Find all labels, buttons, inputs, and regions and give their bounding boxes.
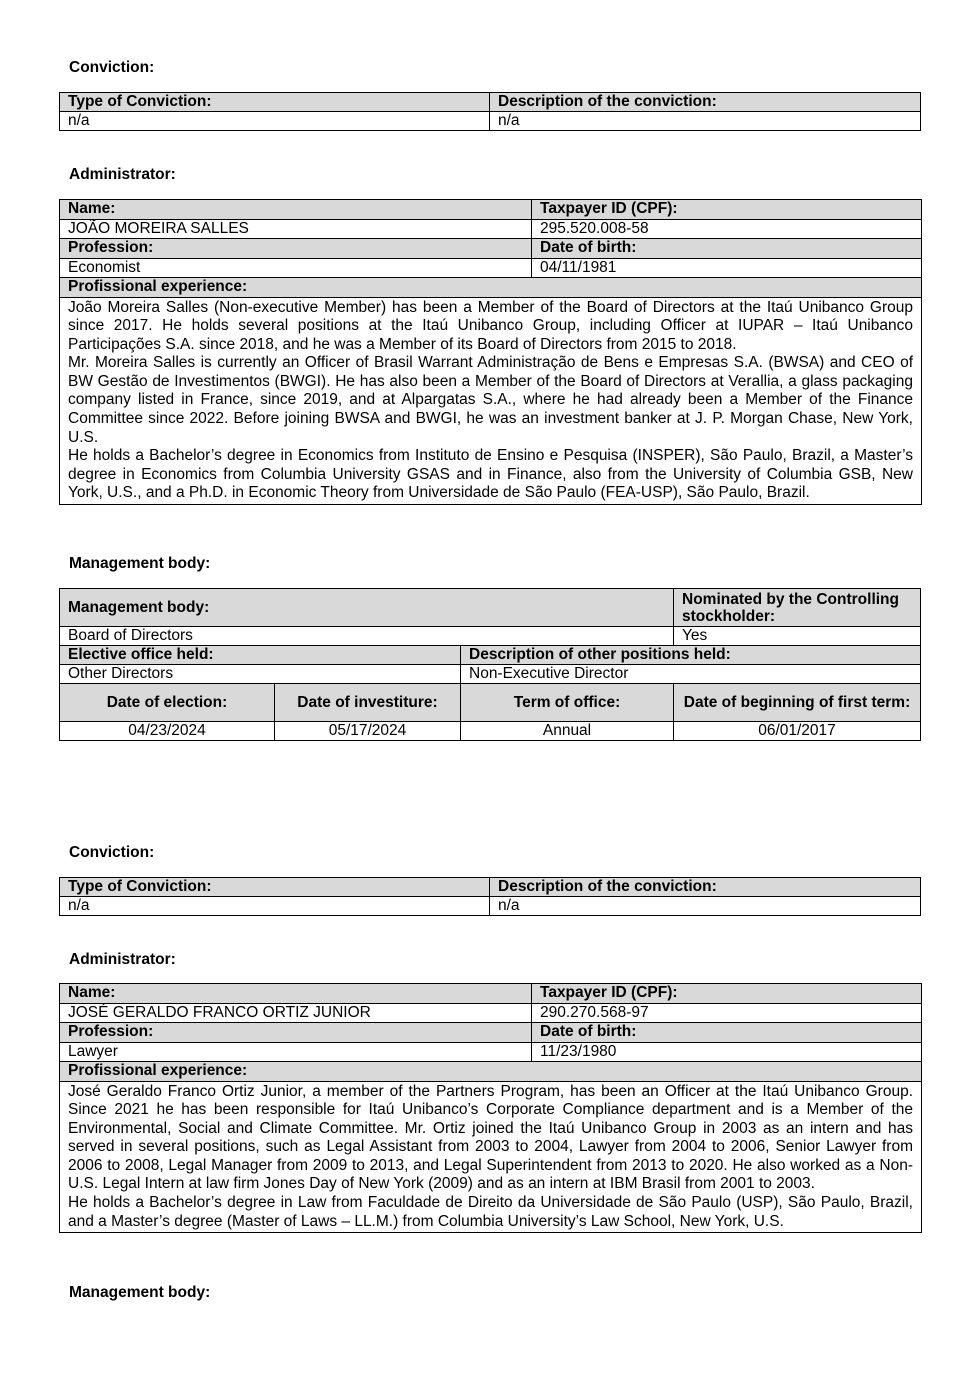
conviction-heading: Conviction: <box>69 844 155 861</box>
term-of-office-value: Annual <box>461 722 674 741</box>
profession-label: Profession: <box>60 1023 532 1043</box>
conviction-table <box>59 92 921 131</box>
administrator-heading: Administrator: <box>69 951 176 968</box>
date-of-birth-label: Date of birth: <box>532 239 922 259</box>
experience-paragraph: José Geraldo Franco Ortiz Junior, a member of the Partners Program, has been an Officer at the Itaú Unibanco Group. Since 2021 he has been responsible for Itaú Unibanco’s Corporate Compliance department and is a Member of the Environmental, Social and Climate Committee. Mr. Ortiz joined the Itaú Unibanco Group in 2003 as an intern and has served in several positions, such as Legal Assistant from 2003 to 2004, Lawyer from 2004 to 2006, Senior Lawyer from 2006 to 2008, Legal Manager from 2009 to 2013, and Legal Superintendent from 2013 to 2020. He also worked as a Non-U.S. Legal Intern at law firm Jones Day of New York (2009) and as an intern at IBM Brasil from 2001 to 2003. <box>68 1082 913 1193</box>
taxpayer-id-value: 295.520.008-58 <box>532 219 922 239</box>
experience-paragraph: Mr. Moreira Salles is currently an Officer of Brasil Warrant Administração de Bens e Empresas S.A. (BWSA) and CEO of BW Gestão de Investimentos (BWGI). He has also been a Member of the Board of Directors at Verallia, a glass packaging company listed in France, since 2019, and at Alpargatas S.A., where he had already been a Member of the Finance Committee since 2022. Before joining BWSA and BWGI, he was an investment banker at J. P. Morgan Chase, New York, U.S. <box>68 354 913 446</box>
administrator-table <box>59 199 922 505</box>
conviction-heading: Conviction: <box>69 59 155 76</box>
first-term-date-label: Date of beginning of first term: <box>674 684 921 722</box>
management-body-heading: Management body: <box>69 1284 211 1301</box>
elective-office-value: Other Directors <box>60 665 461 684</box>
experience-label: Profissional experience: <box>60 278 922 298</box>
experience-label: Profissional experience: <box>60 1062 922 1082</box>
date-of-birth-value: 11/23/1980 <box>532 1042 922 1062</box>
type-of-conviction-label: Type of Conviction: <box>60 93 490 112</box>
conviction-description-value: n/a <box>490 112 921 131</box>
date-of-investiture-label: Date of investiture: <box>275 684 461 722</box>
term-of-office-label: Term of office: <box>461 684 674 722</box>
experience-text <box>60 297 922 505</box>
date-of-birth-label: Date of birth: <box>532 1023 922 1043</box>
management-body-label: Management body: <box>60 589 674 627</box>
nominated-value: Yes <box>674 627 921 646</box>
nominated-label: Nominated by the Controlling stockholder: <box>674 589 921 627</box>
administrator-name: JOÃO MOREIRA SALLES <box>60 219 532 239</box>
profession-value: Economist <box>60 258 532 278</box>
other-positions-label: Description of other positions held: <box>461 646 921 665</box>
taxpayer-id-value: 290.270.568-97 <box>532 1003 922 1023</box>
management-body-heading: Management body: <box>69 555 211 572</box>
administrator-name: JOSÉ GERALDO FRANCO ORTIZ JUNIOR <box>60 1003 532 1023</box>
management-body-table <box>59 588 921 741</box>
date-of-birth-value: 04/11/1981 <box>532 258 922 278</box>
experience-text <box>60 1081 922 1233</box>
administrator-heading: Administrator: <box>69 166 176 183</box>
first-term-date-value: 06/01/2017 <box>674 722 921 741</box>
taxpayer-id-label: Taxpayer ID (CPF): <box>532 984 922 1004</box>
conviction-description-value: n/a <box>490 897 921 916</box>
profession-label: Profession: <box>60 239 532 259</box>
elective-office-label: Elective office held: <box>60 646 461 665</box>
taxpayer-id-label: Taxpayer ID (CPF): <box>532 200 922 220</box>
conviction-table <box>59 877 921 916</box>
date-of-investiture-value: 05/17/2024 <box>275 722 461 741</box>
other-positions-value: Non-Executive Director <box>461 665 921 684</box>
name-label: Name: <box>60 984 532 1004</box>
type-of-conviction-label: Type of Conviction: <box>60 878 490 897</box>
type-of-conviction-value: n/a <box>60 112 490 131</box>
profession-value: Lawyer <box>60 1042 532 1062</box>
management-body-value: Board of Directors <box>60 627 674 646</box>
date-of-election-label: Date of election: <box>60 684 275 722</box>
name-label: Name: <box>60 200 532 220</box>
conviction-description-label: Description of the conviction: <box>490 93 921 112</box>
type-of-conviction-value: n/a <box>60 897 490 916</box>
experience-paragraph: João Moreira Salles (Non-executive Member) has been a Member of the Board of Directors at the Itaú Unibanco Group since 2017. He holds several positions at the Itaú Unibanco Group, including Officer at IUPAR – Itaú Unibanco Participações S.A. since 2018, and he was a Member of its Board of Directors from 2015 to 2018. <box>68 298 913 353</box>
administrator-table <box>59 983 922 1233</box>
experience-paragraph: He holds a Bachelor’s degree in Economics from Instituto de Ensino e Pesquisa (INSPER), São Paulo, Brazil, a Master’s degree in Economics from Columbia University GSAS and in Finance, also from the University of Columbia GSB, New York, U.S., and a Ph.D. in Economic Theory from Universidade de São Paulo (FEA-USP), São Paulo, Brazil. <box>68 447 913 502</box>
date-of-election-value: 04/23/2024 <box>60 722 275 741</box>
conviction-description-label: Description of the conviction: <box>490 878 921 897</box>
experience-paragraph: He holds a Bachelor’s degree in Law from Faculdade de Direito da Universidade de São Paulo (USP), São Paulo, Brazil, and a Master’s degree (Master of Laws – LL.M.) from Columbia University’s Law School, New York, U.S. <box>68 1194 913 1230</box>
